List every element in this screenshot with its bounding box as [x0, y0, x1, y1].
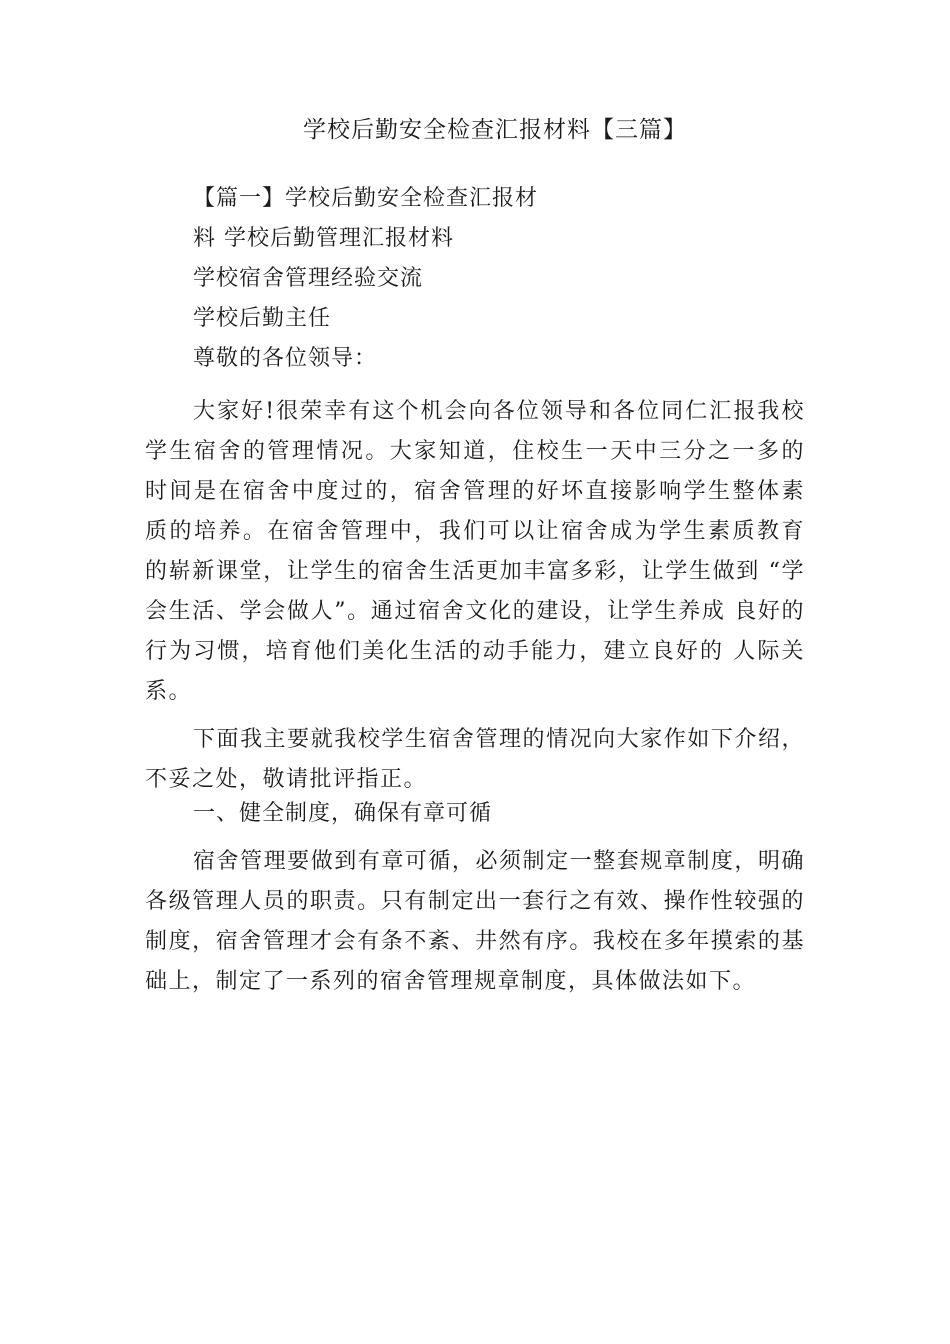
section-heading: 一、健全制度，确保有章可循	[193, 801, 493, 826]
heading-line-3: 学校宿舍管理经验交流	[193, 266, 424, 291]
body-paragraph-2: 下面我主要就我校学生宿舍管理的情况向大家作如下介绍，不妥之处，敬请批评指正。	[145, 727, 805, 792]
author-line: 学校后勤主任	[193, 306, 332, 331]
salutation: 尊敬的各位领导：	[193, 346, 378, 371]
section-paragraph: 宿舍管理要做到有章可循，必须制定一整套规章制度，明确各级管理人员的职责。只有制定出一套行之有效、操作性较强的制度，宿舍管理才会有条不紊、井然有序。我校在多年摸索的基础上，制定了一系列的宿舍管理规章制度，具体做法如下。	[145, 849, 805, 994]
body-paragraph-1: 大家好!很荣幸有这个机会向各位领导和各位同仁汇报我校 学生宿舍的管理情况。大家知道，住校生一天中三分之一多的 时间是在宿舍中度过的，宿舍管理的好坏直接影响学生整体素 质的培养。在宿舍管理中，我们可以让宿舍成为学生素质教育 的崭新课堂，让学生的宿舍生活更加丰富多彩，让学生做到 “学会生活、学会做人”。通过宿舍文化的建设，让学生养成 良好的行为习惯，培育他们美化生活的动手能力，建立良好的 人际关系。	[145, 399, 805, 704]
heading-line-2: 料 学校后勤管理汇报材料	[193, 226, 454, 251]
document-title: 学校后勤安全检查汇报材料【三篇】	[303, 117, 687, 143]
heading-line-1: 【篇一】学校后勤安全检查汇报材	[193, 186, 539, 211]
